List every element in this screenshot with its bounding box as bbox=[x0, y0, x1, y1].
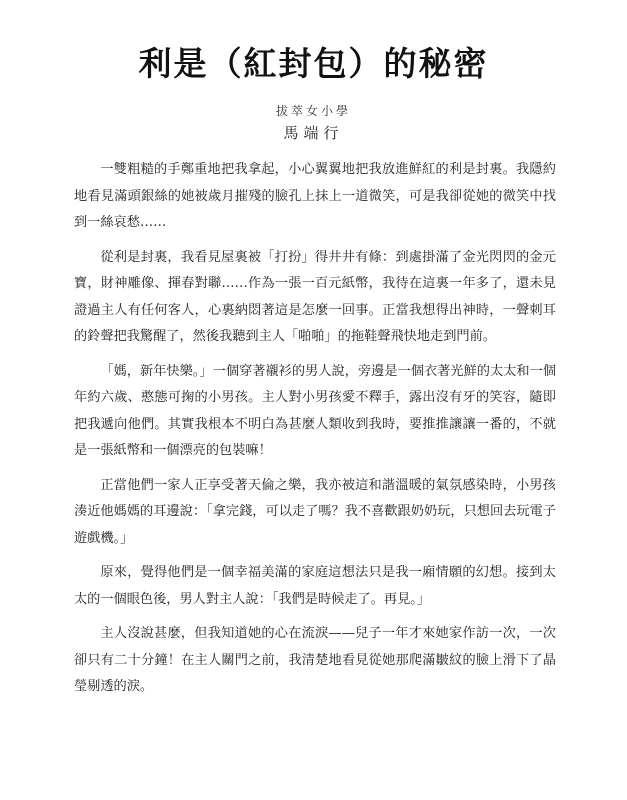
paragraph-5: 原來，覺得他們是一個幸福美滿的家庭這想法只是我一廂情願的幻想。接到太太的一個眼色後，男人對主人說：「我們是時候走了。再見。」 bbox=[74, 565, 556, 607]
author-name: 馬端行 bbox=[283, 124, 344, 142]
paragraph-6: 主人沒說甚麼，但我知道她的心在流淚——兒子一年才來她家作訪一次，一次卻只有二十分鐘！在主人關門之前，我清楚地看見從她那爬滿皺紋的臉上滑下了晶瑩剔透的淚。 bbox=[74, 626, 556, 694]
article-title: 利是（紅封包）的秘密 bbox=[138, 44, 489, 83]
paragraph-3: 「媽，新年快樂。」一個穿著襯衫的男人說，旁邊是一個衣著光鮮的太太和一個年約六歲、憨態可掬的小男孩。主人對小男孩愛不釋手，露出沒有牙的笑容，隨即把我遞向他們。其實我根本不明白為甚麼人類收到我時，要推推讓讓一番的，不就是一張紙幣和一個漂亮的包裝嘛！ bbox=[74, 363, 556, 458]
school-name: 拔萃女小學 bbox=[275, 104, 351, 118]
paragraph-1: 一雙粗糙的手鄭重地把我拿起，小心翼翼地把我放進鮮紅的利是封裏。我隱約地看見滿頭銀絲的她被歲月摧殘的臉孔上抹上一道微笑，可是我卻從她的微笑中找到一絲哀愁…… bbox=[74, 162, 556, 230]
paragraph-4: 正當他們一家人正享受著天倫之樂，我亦被這和諧溫暖的氣氛感染時，小男孩湊近他媽媽的耳邊說：「拿完錢，可以走了嗎？我不喜歡跟奶奶玩，只想回去玩電子遊戲機。」 bbox=[74, 477, 556, 546]
article-body bbox=[74, 157, 556, 709]
paragraph-2: 從利是封裏，我看見屋裏被「打扮」得井井有條：到處掛滿了金光閃閃的金元寶，財神雕像、揮春對聯……作為一張一百元紙幣，我待在這裏一年多了，還未見證過主人有任何客人，心裏納悶著這是怎麼一回事。正當我想得出神時，一聲刺耳的鈴聲把我驚醒了，然後我聽到主人「啪啪」的拖鞋聲飛快地走到門前。 bbox=[74, 249, 556, 344]
